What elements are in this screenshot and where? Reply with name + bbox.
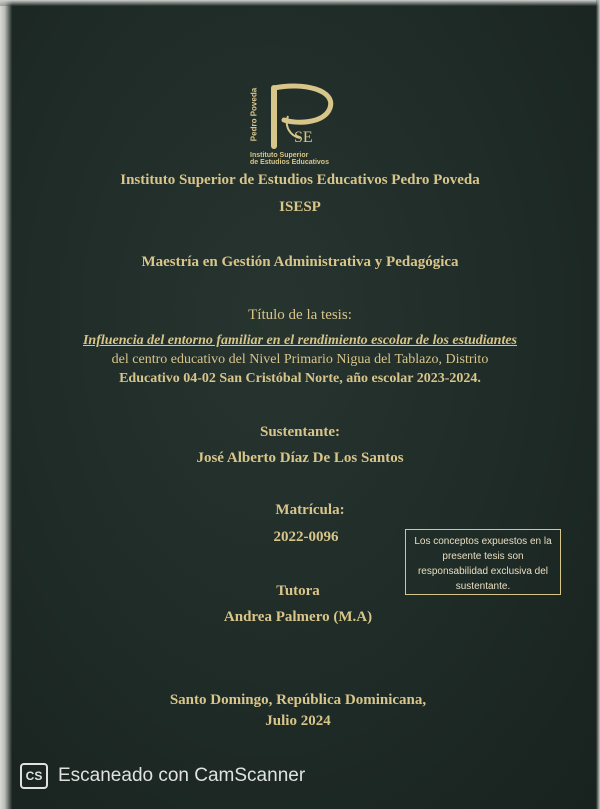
thesis-title-line1: Influencia del entorno familiar en el rendimiento escolar de los estudiantes: [82, 333, 517, 348]
thesis-title-line2: del centro educativo del Nivel Primario Nigua del Tablazo, Distrito: [111, 352, 489, 367]
institution-logo: [244, 80, 344, 168]
logo-vertical-text: Pedro Poveda: [249, 87, 259, 142]
svg-text:SE: SE: [294, 129, 313, 146]
thesis-title-label: Título de la tesis:: [248, 307, 352, 323]
program-name: Maestría en Gestión Administrativa y Pedagógica: [141, 254, 459, 270]
disclaimer-line4: sustentante.: [455, 581, 511, 592]
enrollment-label: Matrícula:: [275, 502, 345, 518]
author-label: Sustentante:: [259, 424, 340, 440]
advisor-label: Tutora: [276, 583, 320, 599]
date: Julio 2024: [265, 713, 331, 729]
thesis-title-line3: Educativo 04-02 San Cristóbal Norte, año escolar 2023-2024.: [119, 371, 481, 386]
page-edge-right: [596, 0, 600, 809]
institution-acronym: ISESP: [279, 199, 321, 215]
disclaimer-line2: presente tesis son: [442, 551, 524, 562]
psc-logo-icon: [244, 80, 344, 152]
camscanner-watermark: [20, 762, 305, 790]
advisor-name: Andrea Palmero (M.A): [223, 609, 373, 625]
enrollment-value: 2022-0096: [273, 529, 339, 545]
camscanner-icon: CS: [20, 763, 48, 789]
camscanner-text: Escaneado con CamScanner: [58, 765, 306, 786]
institution-name: Instituto Superior de Estudios Educativos Pedro Poveda: [120, 172, 480, 188]
logo-caption-line1: Instituto Superior: [250, 152, 309, 159]
logo-caption: [250, 152, 329, 166]
logo-caption-line2: de Estudios Educativos: [250, 159, 329, 166]
author-name: José Alberto Díaz De Los Santos: [196, 450, 404, 466]
page-edge-top: [0, 0, 600, 6]
disclaimer-box: [405, 529, 561, 595]
page-edge-left: [0, 0, 12, 809]
disclaimer-line3: responsabilidad exclusiva del: [417, 566, 549, 577]
place: Santo Domingo, República Dominicana,: [169, 692, 427, 708]
disclaimer-line1: Los conceptos expuestos en la: [414, 536, 552, 547]
